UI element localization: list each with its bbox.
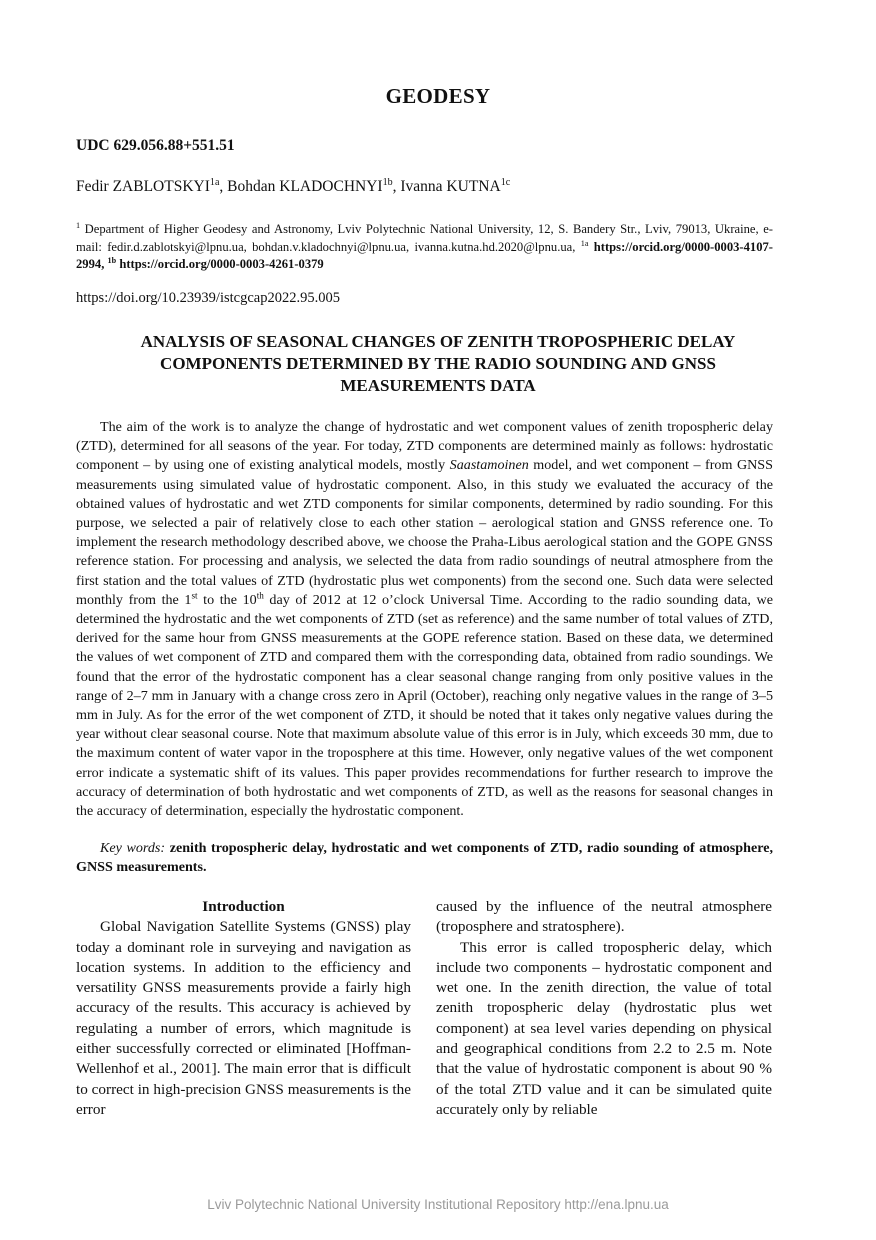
intro-paragraph: Global Navigation Satellite Systems (GNSS) play today a dominant role in surveying and navigation as location systems. In addition to the efficiency and versatility GNSS measurements provide a fairly high accuracy of the results. This accuracy is achieved by regulating a number of errors, which magnitude is either successfully corrected or eliminated [Hoffman-Wellenhof et al., 2001]. The main error that is difficult to correct in high-precision GNSS measurements is the error — [76, 918, 411, 1118]
abstract-italic: Saastamoinen — [449, 457, 529, 474]
orcid-b-sup: 1b — [107, 255, 117, 265]
repository-footer: Lviv Polytechnic National University Institutional Repository http://ena.lpnu.ua — [207, 1197, 669, 1212]
author-list: Fedir $ZABLOTSKYI^{1a}$, Bohdan $KLADOCHNYI^{1b}$, Ivanna $KUTNA^{1c}$ — [76, 176, 511, 195]
author-sup: 1c — [500, 176, 511, 188]
orcid-link-b[interactable]: https://orcid.org/0000-0003-4261-0379 — [119, 257, 324, 271]
abstract-sup: th — [256, 590, 264, 601]
keywords-label: Key words: — [100, 840, 166, 856]
udc-code: UDC 629.056.88+551.51 — [76, 137, 235, 154]
abstract-text: day of 2012 at 12 o’clock Universal Time. According to the radio sounding data, we determined the hydrostatic and the wet components of ZTD (set as reference) and the same number of total values of ZTD, derived for the same hour from GNSS measurements at the GOPE reference station. Based on these data, we determined the values of wet component of ZTD and compared them with the corresponding data, obtained from radio soundings. We found that the error of the hydrostatic component has a clear seasonal change ranging from only positive values in the range of 2–7 mm in January with a change cross zero in April (October), reaching only negative values in the range of 3–5 mm in July. As for the error of the wet component of ZTD, it should be noted that it takes only negative values during the year without clear seasonal course. Note that maximum absolute value of this error is in July, which exceeds 30 mm, due to the maximum content of water vapor in the troposphere at this time. However, only negative values of the wet component error indicate a systematic shift of its values. This paper provides recommendations for further research to improve the accuracy of determination of both hydrostatic and wet components of ZTD, as well as the reasons for seasonal changes in the accuracy of determination, especially the hydrostatic component. — [76, 591, 773, 820]
abstract-text: model, and wet component – from GNSS measurements using simulated value of hydrostatic component. Also, in this study we evaluated the accuracy of the obtained values of hydrostatic and wet ZTD components for similar components, determined by radio sounding. For this purpose, we selected a pair of relatively close to each other station – aerological station and GNSS reference one. To implement the research methodology described above, we choose the Praha-Libus aerological station and the GOPE GNSS reference station. For processing and analysis, we selected the data from radio soundings of neutral atmosphere from the first station and the total values of ZTD (hydrostatic plus wet components) from the second one. Such data were selected monthly from the 1 — [76, 457, 773, 608]
abstract-text: to the 10 — [197, 591, 257, 608]
author-name: Bohdan KLADOCHNYI — [227, 178, 383, 195]
affiliation-sup: 1 — [76, 220, 81, 230]
section-heading: GEODESY — [385, 84, 491, 108]
abstract-sup: st — [191, 590, 198, 601]
keywords-text: zenith tropospheric delay, hydrostatic and wet components of ZTD, radio sounding of atmosphere, GNSS measurements. — [76, 840, 774, 876]
abstract — [76, 418, 773, 821]
orcid-a-sup: 1a — [580, 238, 589, 248]
author-name: Fedir ZABLOTSKYI — [76, 178, 210, 195]
author-name: Ivanna KUTNA — [400, 178, 501, 195]
column-right — [436, 897, 772, 1120]
author-sup: 1b — [382, 176, 393, 188]
author-sup: 1a — [209, 176, 220, 188]
affiliation-text: Department of Higher Geodesy and Astronomy, Lviv Polytechnic National University, 12, S. Bandery Str., Lviv, 79013, Ukraine, e-mail: fedir.d.zablotskyi@lpnu.ua, bohdan.v.kladochnyi@lpnu.ua, ivanna.kutna.hd.2020@lpnu.ua, — [76, 222, 773, 254]
keywords — [76, 839, 773, 877]
column-left — [76, 897, 411, 1120]
intro-heading: Introduction — [202, 898, 285, 915]
affiliation — [76, 221, 773, 274]
abstract-text: The aim of the work is to analyze the change of hydrostatic and wet component values of zenith tropospheric delay (ZTD), determined for all seasons of the year. For today, ZTD components are determined mainly as follows: hydrostatic component – by using one of existing analytical models, mostly — [76, 419, 773, 474]
intro-paragraph-cont: caused by the influence of the neutral atmosphere (troposphere and stratosphere). — [436, 898, 772, 936]
paper-title: ANALYSIS OF SEASONAL CHANGES OF ZENITH TROPOSPHERIC DELAY COMPONENTS DETERMINED BY THE RADIO SOUNDING AND GNSS MEASUREMENTS DATA — [140, 332, 736, 395]
doi-link[interactable]: https://doi.org/10.23939/istcgcap2022.95.005 — [76, 290, 340, 306]
orcid-link-a[interactable]: https://orcid.org/0000-0003-4107-2994, — [76, 239, 773, 271]
intro-paragraph: This error is called tropospheric delay, which include two components – hydrostatic component and wet one. In the zenith direction, the value of total zenith tropospheric delay (hydrostatic plus wet component) at sea level varies depending on physical and geographical conditions from 2.2 to 2.5 m. Note that the value of hydrostatic component is about 90 % of the total ZTD value and it can be simulated quite accurately only by reliable — [436, 938, 772, 1118]
